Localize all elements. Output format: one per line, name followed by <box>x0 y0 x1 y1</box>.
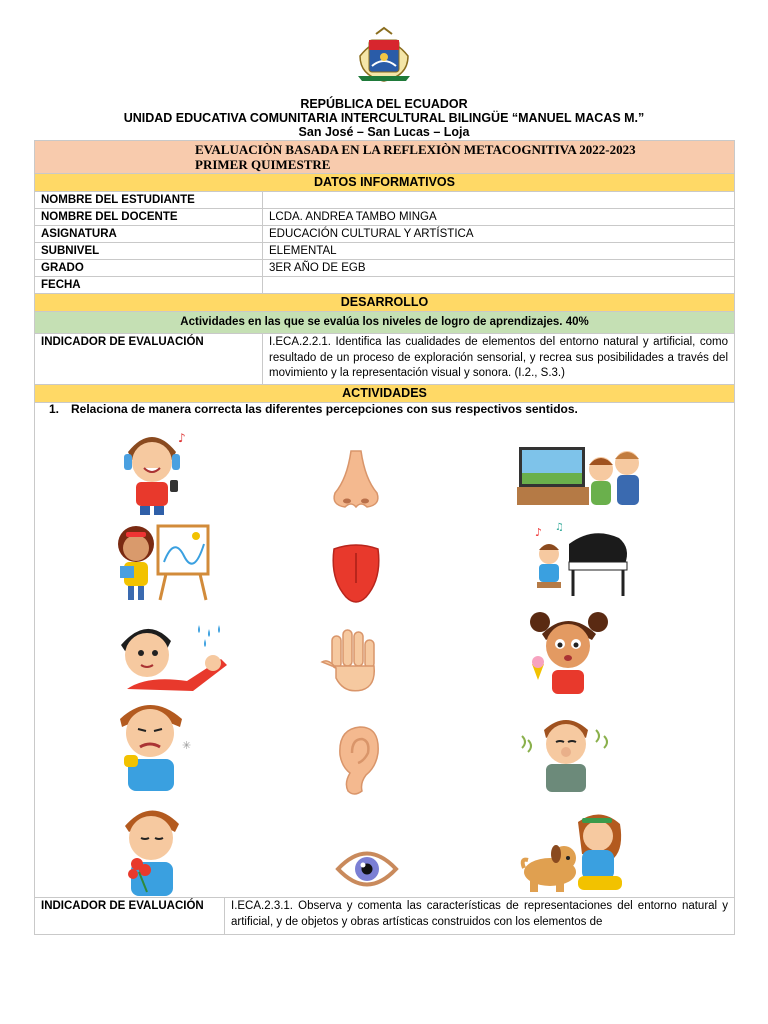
label-fecha: FECHA <box>35 277 263 294</box>
svg-text:♪: ♪ <box>178 431 186 445</box>
label-subnivel: SUBNIVEL <box>35 243 263 260</box>
indicator-2-text: I.ECA.2.3.1. Observa y comenta las características de representaciones del entorno natural y artificial, y de objetos y obras artísticas construidos con los elementos de <box>225 898 735 935</box>
indicator-2-label: INDICADOR DE EVALUACIÓN <box>35 898 225 935</box>
indicator-2-table <box>34 897 735 935</box>
evaluation-sheet <box>34 140 734 403</box>
girl-eating-ice-cream-image[interactable] <box>528 608 610 694</box>
child-smelling-bad-odor-image[interactable] <box>520 712 612 794</box>
indicator-label: INDICADOR DE EVALUACIÓN <box>35 334 263 385</box>
evaluation-title <box>35 141 735 174</box>
eye-icon[interactable] <box>336 844 398 894</box>
svg-text:♪: ♪ <box>535 526 543 539</box>
child-playing-piano-image[interactable] <box>533 524 631 600</box>
tongue-icon[interactable] <box>330 543 382 605</box>
child-smelling-flowers-image[interactable] <box>117 800 185 898</box>
school-emblem <box>354 26 414 82</box>
indicator-2-section <box>34 897 734 935</box>
svg-text:♫: ♫ <box>555 522 564 533</box>
hand-icon[interactable] <box>318 628 386 694</box>
evaluation-title-line2: PRIMER QUIMESTRE <box>195 157 331 172</box>
child-feeling-rain-image[interactable] <box>117 619 229 693</box>
field-asignatura[interactable]: EDUCACIÓN CULTURAL Y ARTÍSTICA <box>263 226 735 243</box>
svg-text:✳: ✳ <box>182 739 192 752</box>
girl-petting-dog-image[interactable] <box>520 808 628 896</box>
field-docente[interactable]: LCDA. ANDREA TAMBO MINGA <box>263 209 735 226</box>
field-estudiante[interactable] <box>263 192 735 209</box>
nose-icon[interactable] <box>329 449 383 511</box>
question-number: 1. <box>49 402 60 416</box>
country-title: REPÚBLICA DEL ECUADOR <box>300 97 468 111</box>
label-grado: GRADO <box>35 260 263 277</box>
children-watching-tv-image[interactable] <box>515 445 647 511</box>
child-listening-headphones-image[interactable] <box>112 422 192 517</box>
desarrollo-subheading: Actividades en las que se evalúa los niveles de logro de aprendizajes. 40% <box>35 312 735 334</box>
evaluation-table <box>34 140 735 403</box>
school-location: San José – San Lucas – Loja <box>298 125 470 139</box>
school-name: UNIDAD EDUCATIVA COMUNITARIA INTERCULTURAL BILINGÜE “MANUEL MACAS M.” <box>123 111 645 125</box>
field-subnivel[interactable]: ELEMENTAL <box>263 243 735 260</box>
desarrollo-heading: DESARROLLO <box>35 294 735 312</box>
child-tasting-sour-image[interactable] <box>110 697 196 793</box>
question-1 <box>49 402 578 416</box>
label-docente: NOMBRE DEL DOCENTE <box>35 209 263 226</box>
label-estudiante: NOMBRE DEL ESTUDIANTE <box>35 192 263 209</box>
question-text: Relaciona de manera correcta las diferentes percepciones con sus respectivos sentidos. <box>71 402 578 416</box>
indicator-text: I.ECA.2.2.1. Identifica las cualidades de elementos del entorno natural y artificial, como resultado de un proceso de exploración sensorial, y recrea sus posibilidades a través del movimiento y la representación visual y sonora. (I.2., S.3.) <box>263 334 735 385</box>
field-fecha[interactable] <box>263 277 735 294</box>
child-painting-easel-image[interactable] <box>110 522 212 602</box>
ear-icon[interactable] <box>330 725 382 797</box>
actividades-heading: ACTIVIDADES <box>35 384 735 402</box>
label-asignatura: ASIGNATURA <box>35 226 263 243</box>
datos-heading: DATOS INFORMATIVOS <box>35 174 735 192</box>
evaluation-title-line1: EVALUACIÒN BASADA EN LA REFLEXIÒN METACOGNITIVA 2022-2023 <box>195 142 636 157</box>
field-grado[interactable]: 3ER AÑO DE EGB <box>263 260 735 277</box>
